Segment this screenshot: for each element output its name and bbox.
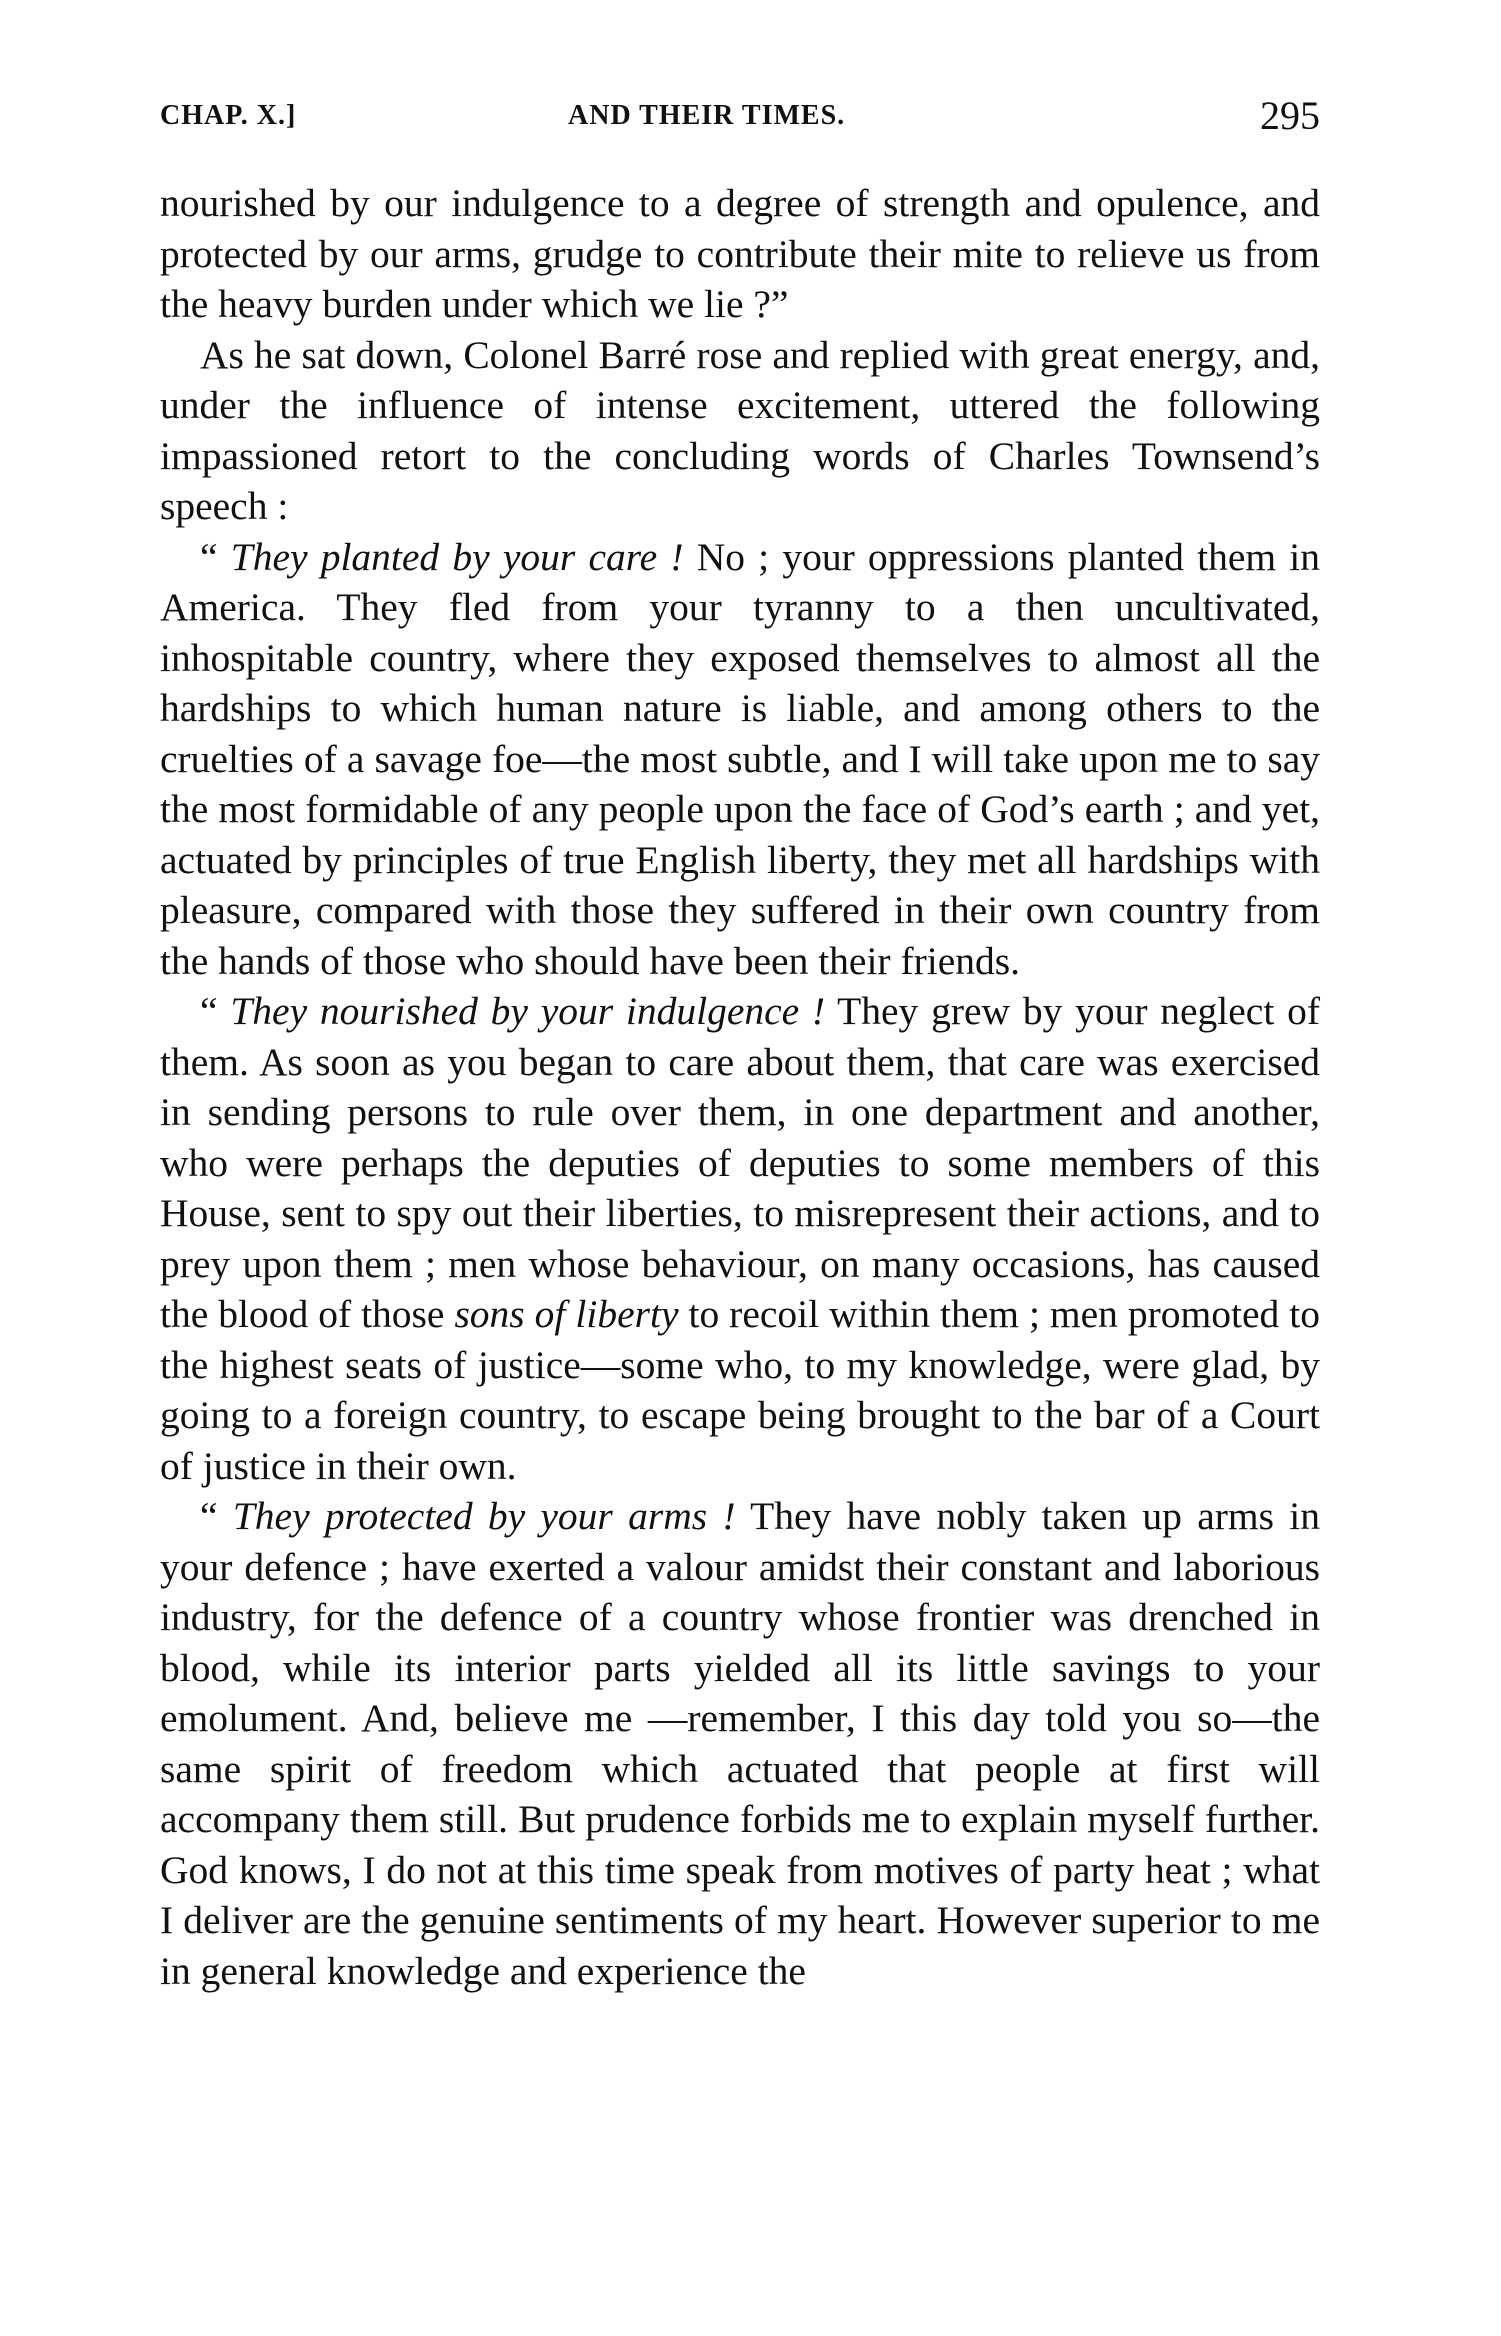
emphasis: sons of liberty (454, 1292, 679, 1336)
body-text (160, 178, 1320, 1996)
page-number: 295 (1260, 93, 1320, 138)
quote-paragraph: “ They nourished by your indulgence ! They grew by your neglect of them. As soon as you began to care about them, that care was exercised in sending persons to rule over them, in one department and another, who were perhaps the deputies of deputies to some members of this House, sent to spy out their liberties, to misrepresent their actions, and to prey upon them ; men whose behaviour, on many occasions, has caused the blood of those sons of liberty to recoil within them ; men promoted to the highest seats of justice—some who, to my knowledge, were glad, by going to a foreign country, to escape being brought to the bar of a Court of justice in their own. (160, 989, 1320, 1488)
paragraph: As he sat down, Colonel Barré rose and replied with great energy, and, under the influence of intense excitement, uttered the following impassioned retort to the concluding words of Charles Townsend’s speech : (160, 332, 1320, 528)
quote-paragraph: “ They protected by your arms ! They have nobly taken up arms in your defence ; have exerted a valour amidst their constant and laborious industry, for the defence of a country whose frontier was drenched in blood, while its interior parts yielded all its little savings to your emolument. And, believe me —remember, I this day told you so—the same spirit of freedom which actuated that people at first will accompany them still. But prudence forbids me to explain myself further. God knows, I do not at this time speak from motives of party heat ; what I deliver are the genuine sentiments of my heart. However superior to me in general knowledge and experience the (160, 1494, 1320, 1993)
paragraph: nourished by our indulgence to a degree of strength and opulence, and protected by our arms, grudge to contribute their mite to relieve us from the heavy burden under which we lie ?” (160, 181, 1320, 326)
emphasis: They protected by your arms ! (232, 1494, 736, 1538)
emphasis: They planted by your care ! (230, 534, 684, 579)
running-title: AND THEIR TIMES. (568, 100, 846, 131)
chapter-label: CHAP. X.] (160, 100, 297, 131)
running-header (160, 93, 1320, 146)
quote-paragraph: “ They planted by your care ! No ; your oppressions planted them in America. They fled from your tyranny to a then uncultivated, inhospitable country, where they exposed themselves to almost all the hardships to which human nature is liable, and among others to the cruelties of a savage foe—the most subtle, and I will take upon me to say the most formidable of any people upon the face of God’s earth ; and yet, actuated by principles of true English liberty, they met all hardships with pleasure, compared with those they suffered in their own country from the hands of those who should have been their friends. (160, 534, 1320, 983)
emphasis: They nourished by your indulgence ! (230, 989, 826, 1033)
